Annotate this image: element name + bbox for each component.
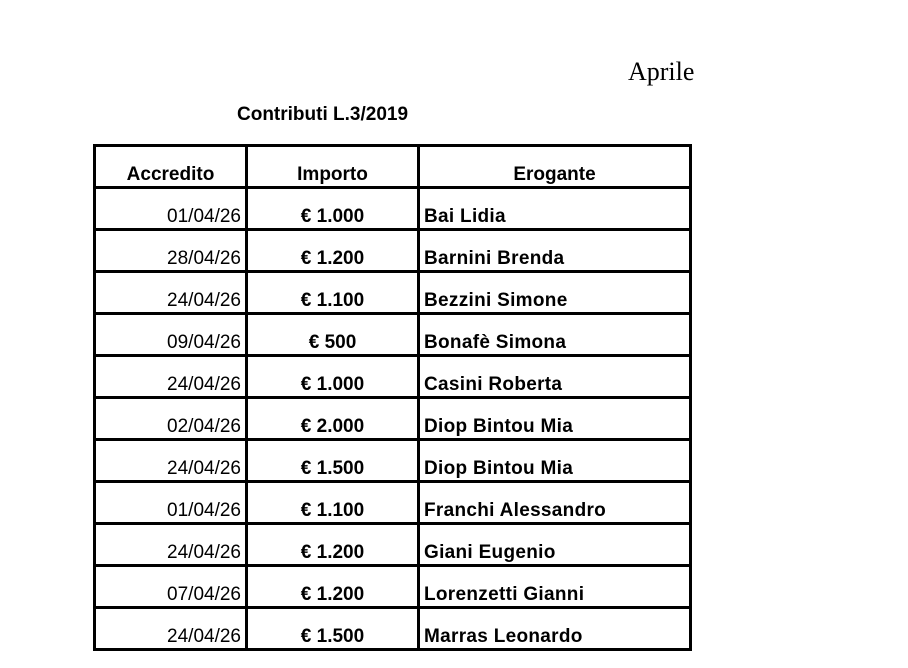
cell-amount: € 1.000: [247, 356, 419, 398]
cell-name: Franchi Alessandro: [419, 482, 691, 524]
contributions-table: [93, 144, 692, 651]
cell-date: 02/04/26: [95, 398, 247, 440]
cell-amount: € 1.000: [247, 188, 419, 230]
cell-amount: € 1.200: [247, 566, 419, 608]
cell-date: 24/04/26: [95, 440, 247, 482]
page-title: Contributi L.3/2019: [237, 104, 409, 125]
cell-date: 24/04/26: [95, 356, 247, 398]
cell-name: Diop Bintou Mia: [419, 440, 691, 482]
cell-date: 24/04/26: [95, 524, 247, 566]
table-row: [95, 272, 691, 314]
cell-name: Lorenzetti Gianni: [419, 566, 691, 608]
cell-name: Marras Leonardo: [419, 608, 691, 650]
table-row: [95, 440, 691, 482]
cell-amount: € 1.500: [247, 608, 419, 650]
table-row: [95, 188, 691, 230]
cell-amount: € 1.500: [247, 440, 419, 482]
table-header-row: [95, 146, 691, 188]
table-row: [95, 356, 691, 398]
cell-date: 24/04/26: [95, 272, 247, 314]
table-row: [95, 314, 691, 356]
cell-name: Bai Lidia: [419, 188, 691, 230]
cell-name: Bezzini Simone: [419, 272, 691, 314]
column-header-accredito: Accredito: [95, 146, 247, 188]
cell-amount: € 2.000: [247, 398, 419, 440]
cell-name: Diop Bintou Mia: [419, 398, 691, 440]
table-row: [95, 608, 691, 650]
cell-amount: € 1.100: [247, 482, 419, 524]
cell-name: Bonafè Simona: [419, 314, 691, 356]
cell-date: 28/04/26: [95, 230, 247, 272]
table-row: [95, 566, 691, 608]
column-header-importo: Importo: [247, 146, 419, 188]
table-row: [95, 482, 691, 524]
cell-amount: € 1.200: [247, 230, 419, 272]
cell-name: Casini Roberta: [419, 356, 691, 398]
column-header-erogante: Erogante: [419, 146, 691, 188]
cell-name: Barnini Brenda: [419, 230, 691, 272]
table-row: [95, 524, 691, 566]
cell-amount: € 1.200: [247, 524, 419, 566]
table-row: [95, 230, 691, 272]
cell-date: 01/04/26: [95, 188, 247, 230]
table-row: [95, 398, 691, 440]
cell-date: 24/04/26: [95, 608, 247, 650]
cell-amount: € 1.100: [247, 272, 419, 314]
cell-date: 07/04/26: [95, 566, 247, 608]
cell-name: Giani Eugenio: [419, 524, 691, 566]
month-label: Aprile: [628, 57, 695, 86]
cell-date: 09/04/26: [95, 314, 247, 356]
cell-amount: € 500: [247, 314, 419, 356]
cell-date: 01/04/26: [95, 482, 247, 524]
